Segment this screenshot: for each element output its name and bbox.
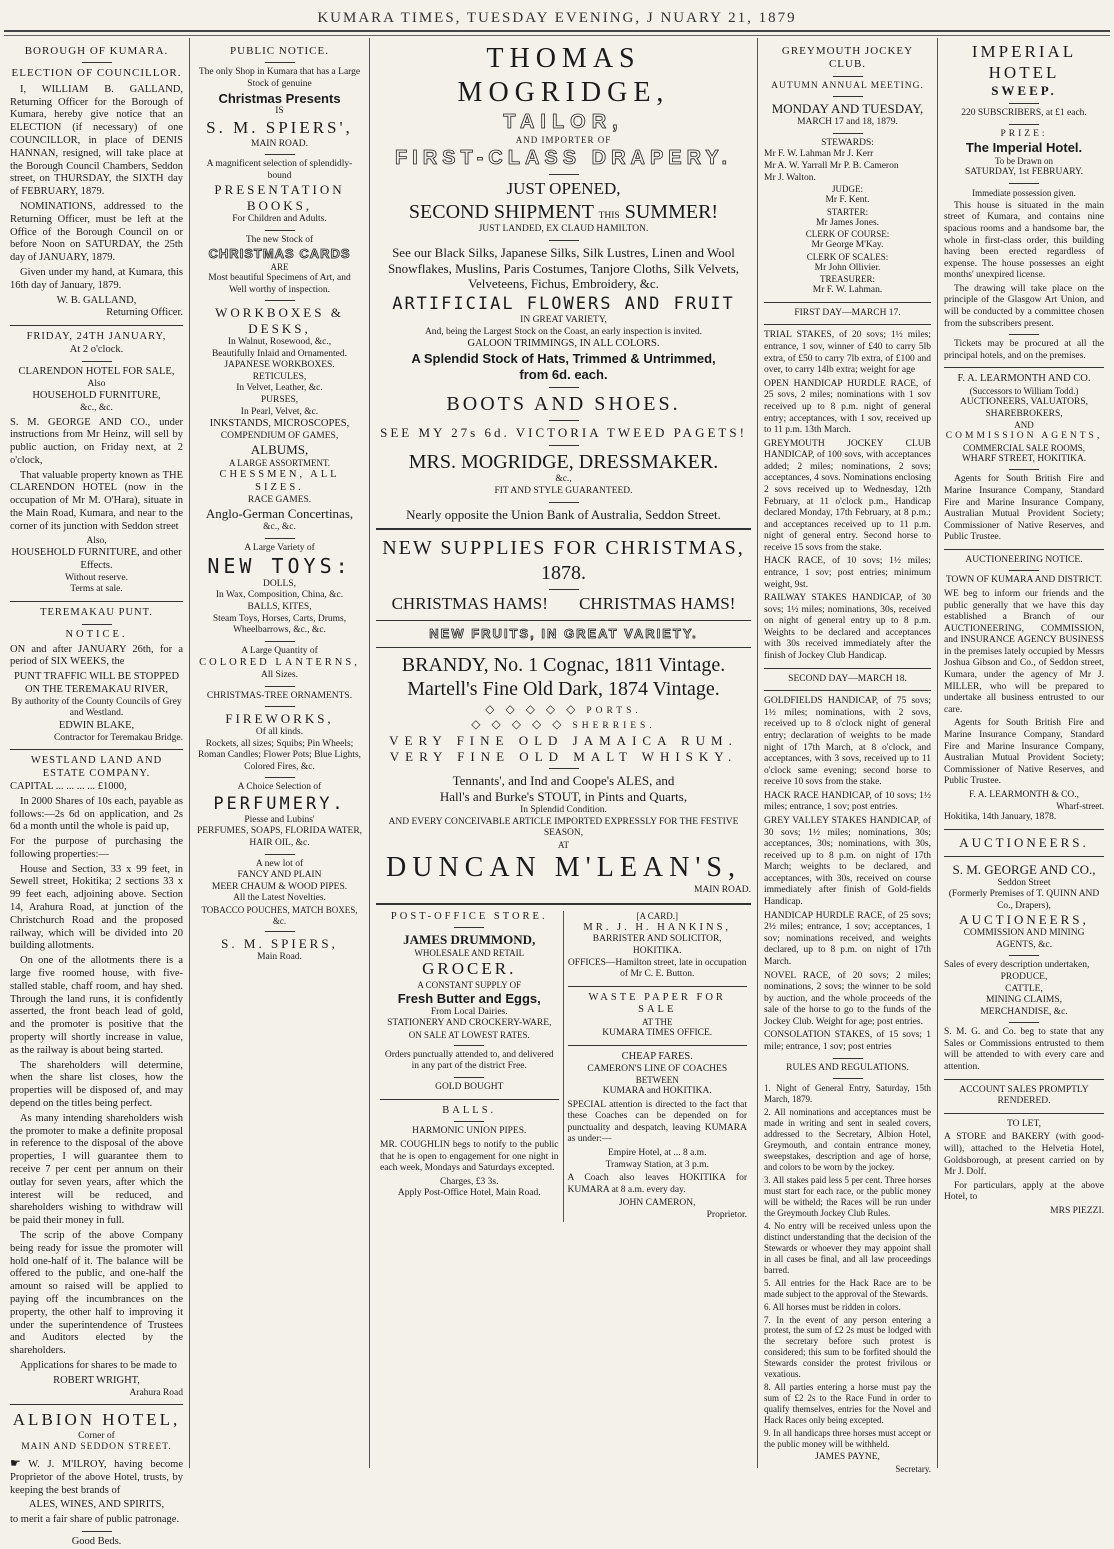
- only-shop: The only Shop in Kumara that has a Large Stock of genuine: [198, 67, 361, 89]
- at-the: AT THE: [642, 1017, 673, 1028]
- stewards-label: STEWARDS:: [821, 137, 874, 148]
- walnut: In Walnut, Rosewood, &c.,: [227, 337, 332, 348]
- second-day: SECOND DAY—MARCH 18.: [788, 673, 907, 684]
- election-heading: ELECTION OF COUNCILLOR.: [11, 67, 182, 80]
- barrister: BARRISTER AND SOLICITOR,: [592, 934, 722, 945]
- capital-purpose: For the purpose of purchasing the following properties:—: [10, 836, 183, 860]
- race-games: RACE GAMES.: [247, 494, 312, 505]
- race-consolation: CONSOLATION STAKES, of 15 sovs; 1 mile; entrance, 1 sov; post entries: [764, 1030, 931, 1052]
- capital-properties: House and Section, 33 x 99 feet, in Sewell street, Hokitika; 2 sections 33 x 99 feet each, adjoining above. Section 14, Arahura Road, at junction of the Christchurch Road and the proposed railway, which will be divided into 20 building allotments.: [10, 863, 183, 952]
- punt-heading: TEREMAKAU PUNT.: [40, 607, 153, 618]
- drawing-body: The drawing will take place on the principle of the Glasgow Art Union, and will be conducted by a committee chosen from the subscribers present.: [944, 283, 1104, 329]
- hams-left: CHRISTMAS HAMS!: [391, 594, 548, 614]
- payne-name: JAMES PAYNE,: [815, 1452, 880, 1463]
- draw-saturday: SATURDAY, 1st FEBRUARY.: [964, 167, 1084, 178]
- cheap-fares: CHEAP FARES.: [621, 1050, 693, 1062]
- steward-names: Mr F. W. Lahman Mr J. Kerr Mr A. W. Yarrall Mr P. B. Cameron Mr J. Walton.: [764, 149, 899, 183]
- between: BETWEEN: [635, 1075, 679, 1086]
- rule-8: 8. All parties entering a horse must pay the sum of £2 2s to the Race Fund in order to qualify themselves, entries for the Novel and Hack Races only being excepted.: [764, 1382, 931, 1426]
- formerly-premises: (Formerly Premises of T. QUINN AND Co., Drapers),: [948, 889, 1100, 911]
- hotel-sale: CLARENDON HOTEL FOR SALE,: [18, 365, 175, 377]
- albion-beds: Good Beds.: [71, 1536, 122, 1548]
- store-bakery: A STORE and BAKERY (with good-will), attached to the Helvetia Hotel, Goldsborough, at present carried on by Mr J. Dolf.: [944, 1132, 1104, 1178]
- produce: PRODUCE,: [1000, 972, 1048, 983]
- agents-body: Agents for South British Fire and Marine Insurance Company, Standard Fire and Marine Insurance Company, Australian Mutual Provident Society; Commissioner of Native Reserves, and Public Trustee.: [944, 474, 1104, 543]
- empire-hotel: Empire Hotel, at ... 8 a.m.: [608, 1148, 707, 1159]
- george-property: That valuable property known as THE CLARENDON HOTEL (now in the occupation of Mr M. O'Hara), situate in the Main Road, Kumara, and near to the corner of its junction with Seddon street: [10, 469, 183, 532]
- rule-1: 1. Night of General Entry, Saturday, 15th March, 1879.: [764, 1083, 931, 1105]
- punt-title: Contractor for Teremakau Bridge.: [54, 732, 183, 743]
- purses: PURSES,: [260, 394, 299, 405]
- albion-corner: Corner of: [78, 1430, 115, 1441]
- dressmaker: MRS. MOGRIDGE, DRESSMAKER.: [408, 451, 719, 473]
- sherries: SHERRIES.: [572, 721, 656, 732]
- auctioneering-notice: AUCTIONEERING NOTICE.: [965, 554, 1083, 565]
- capital-paragraph-2: On one of the allotments there is a large five roomed house, with five-stalled stable, chaff room, and hay shed. Through the land runs, it is confidently asserted, the front beach lead of gold, and the promoter is positive that the property will shortly increase in value, as the railway is about being started.: [10, 955, 183, 1056]
- new-fruits: NEW FRUITS, IN GREAT VARIETY.: [429, 625, 698, 641]
- capital-paragraph-4: As many intending shareholders wish the promoter to make a definite proposal in reference to the disposal of the above properties, I will guarantee them to receive 7 per cent per annum on their outlay for seven years, after which the interest will be reduced, and shareholders wishing to withdraw will be paid their money in full.: [10, 1112, 183, 1227]
- agents-body-2: Agents for South British Fire and Marine Insurance Company, Standard Fire and Marine Insurance Company, Australian Mutual Provident Society; Commissioner of Native Reserves, and Public Trustee.: [944, 718, 1104, 787]
- sale-date: FRIDAY, 24TH JANUARY,: [26, 331, 167, 343]
- drawn-on: To be Drawn on: [994, 156, 1054, 167]
- lowest-rates: ON SALE AT LOWEST RATES.: [408, 1029, 530, 1040]
- nearly-opposite: Nearly opposite the Union Bank of Australia, Seddon Street.: [406, 506, 721, 522]
- compendium: COMPENDIUM OF GAMES,: [220, 430, 339, 441]
- learmonth-signature: F. A. LEARMONTH & CO.,: [968, 789, 1080, 800]
- harmonic-pipes: HARMONIC UNION PIPES.: [412, 1126, 527, 1137]
- tailor-heading: TAILOR,: [503, 111, 624, 134]
- malt-whisky: VERY FINE OLD MALT WHISKY.: [389, 748, 738, 764]
- local-dairies: From Local Dairies.: [430, 1006, 508, 1017]
- cattle: CATTLE,: [1005, 983, 1043, 994]
- rule-6: 6. All horses must be ridden in colors.: [764, 1301, 901, 1312]
- prize-name: The Imperial Hotel.: [965, 140, 1083, 156]
- workboxes: WORKBOXES & DESKS,: [215, 305, 344, 337]
- prize-label: PRIZE:: [1000, 128, 1048, 139]
- race-novel: NOVEL RACE, of 20 sovs; 2 miles; nominations, 2 sovs; the winner to be sold by auction, and the whole proceeds of the sale of the horse to go to the funds of the Jockey Club. Weight for age; post entries.: [764, 970, 931, 1027]
- large-variety: A Large Variety of: [244, 542, 315, 553]
- punt-name: EDWIN BLAKE,: [58, 719, 135, 731]
- second-shipment: SECOND SHIPMENT: [408, 200, 594, 223]
- race-hack: HACK RACE, of 10 sovs; 1½ miles; entrance, 1 sov; post entries; minimum weight, 9st.: [764, 556, 931, 590]
- borough-heading: BOROUGH OF KUMARA.: [24, 45, 169, 57]
- duncan-main-road: MAIN ROAD.: [694, 885, 751, 896]
- column-2: [190, 38, 370, 1468]
- galoon-trimmings: GALOON TRIMMINGS, IN ALL COLORS.: [467, 338, 660, 350]
- judge-name: Mr F. Kent.: [825, 195, 870, 206]
- new-stock: The new Stock of: [245, 234, 314, 245]
- mogridge-heading: THOMAS MOGRIDGE,: [457, 43, 670, 109]
- hotel-also: Also: [87, 378, 106, 389]
- dolls: DOLLS,: [263, 578, 296, 589]
- punt-authority: By authority of the County Councils of Grey and Westland.: [11, 696, 182, 719]
- rule-7: 7. In the event of any person entering a protest, the sum of £2 2s must be lodged with the secretary before such protest is considered; this sum to be forfited should the Stewards consider the protest frivilous or vexatious.: [764, 1314, 931, 1380]
- fit-style: FIT AND STYLE GUARANTEED.: [494, 485, 633, 496]
- capital-apply: Applications for shares to be made to: [20, 1359, 177, 1371]
- balls-heading: BALLS.: [442, 1104, 497, 1116]
- particulars: For particulars, apply at the above Hotel, to: [944, 1180, 1104, 1203]
- beautiful-specimens: Most beautiful Specimens of Art, and: [208, 273, 351, 284]
- hats-stock: A Splendid Stock of Hats, Trimmed & Untrimmed,: [411, 351, 716, 367]
- perfumes: PERFUMES, SOAPS, FLORIDA WATER, HAIR OIL, &c.: [196, 826, 363, 848]
- drummond-name: JAMES DRUMMOND,: [403, 932, 536, 948]
- hokitika: HOKITIKA.: [632, 945, 682, 956]
- rockets: Rockets, all sizes; Squibs; Pin Wheels; Roman Candles; Flower Pots; Blue Lights, Colored Fires, &c.: [197, 738, 362, 772]
- autumn-meeting: AUTUMN ANNUAL MEETING.: [771, 80, 924, 91]
- christmas-presents: Christmas Presents: [218, 90, 341, 106]
- for-children: For Children and Adults.: [232, 214, 327, 225]
- balls-kites: BALLS, KITES,: [247, 602, 312, 613]
- masthead-rule: [4, 30, 1110, 36]
- house-body: This house is situated in the main street of Kumara, and contains nine spacious rooms and a handsome bar, the whole in first-class order, this building having been erected regardless of expense. The house possesses an eight months' unexpired license.: [944, 200, 1104, 281]
- race-hack-2: HACK RACE HANDICAP, of 10 sovs; 1½ miles; entrance, 1 sov; post entries.: [764, 790, 931, 813]
- are-label: ARE: [270, 262, 289, 273]
- magnificent: A magnificent selection of splendidly-bound: [206, 159, 353, 181]
- presentation-books: PRESENTATION BOOKS,: [214, 182, 345, 214]
- perfumery: PERFUMERY.: [213, 794, 346, 815]
- auctioneers-2: AUCTIONEERS,: [959, 912, 1089, 928]
- sharebrokers: SHAREBROKERS,: [985, 408, 1063, 419]
- sales-undertaken: Sales of every description undertaken,: [944, 960, 1090, 971]
- race-greymouth-handicap: GREYMOUTH JOCKEY CLUB HANDICAP, of 100 sovs, with acceptances added; 2 miles; nominations, 2 sovs; acceptances, 4 sovs. Nominations enclosing 2 sovs received up to Wednesday, 12th February, at 11 o'clock p.m., Handicap declared Monday, 17th February, at 8 p.m.; and acceptances received up to 11 p.m. night of general entry. Second horse to receive 15 sovs from the stake.: [764, 438, 931, 553]
- george-auction-body: S. M. GEORGE AND CO., under instructions from Mr Heinz, will sell by public auction, on Friday next, at 2 o'clock,: [10, 416, 183, 466]
- seddon-street: Seddon Street: [997, 877, 1051, 888]
- sweep-heading: SWEEP.: [991, 83, 1057, 99]
- victoria-tweed: SEE MY 27s 6d. VICTORIA TWEED PAGETS!: [380, 425, 747, 441]
- column-5: [938, 38, 1110, 1468]
- albums: ALBUMS,: [250, 442, 309, 458]
- tickets-body: Tickets may be procured at all the principal hotels, and on the premises.: [944, 339, 1104, 361]
- wharf-st: Wharf-street.: [1056, 801, 1104, 812]
- just-landed: JUST LANDED, EX CLAUD HAMILTON.: [478, 224, 649, 235]
- learmonth-successors: (Successors to William Todd.): [969, 386, 1079, 397]
- albion-street: MAIN AND SEDDON STREET.: [21, 1442, 172, 1453]
- clerk-course-name: Mr George M'Kay.: [811, 240, 884, 251]
- public-notice-heading: PUBLIC NOTICE.: [230, 45, 329, 57]
- punt-notice-heading: NOTICE.: [65, 628, 128, 640]
- clerk-scales-name: Mr John Ollivier.: [814, 262, 881, 273]
- tennants-ales: Tennants', and Ind and Coope's ALES, and: [452, 773, 675, 789]
- new-toys: NEW TOYS:: [207, 554, 352, 579]
- silks-list: See our Black Silks, Japanese Silks, Silk Lustres, Linen and Wool Snowflakes, Muslins, Paris Costumes, Tanjore Cloths, Silk Velvets, Velveteens, Fichus, Embroidery, &c.: [387, 244, 740, 292]
- card-label: [A CARD.]: [636, 910, 678, 921]
- piesse: Piesse and Lubins': [244, 814, 315, 825]
- george-also: Also,: [86, 535, 107, 546]
- to-let: TO LET,: [1007, 1118, 1041, 1129]
- treasurer-name: Mr F. W. Lahman.: [812, 285, 883, 296]
- household-etc: &c., &c.: [80, 402, 113, 413]
- george-co: S. M. GEORGE AND CO.,: [952, 861, 1096, 877]
- we-beg-body: WE beg to inform our friends and the public generally that we have this day established a Branch of our AUCTIONEERING, COMMISSION, and INSURANCE AGENCY BUSINESS in the premises lately occupied by Messrs Joshua Gibson and Co., of Seddon street, Kumara, under the agency of Mr J. MILLER, who will be prepared to undertake all business entrusted to our care.: [944, 589, 1104, 715]
- grocer: GROCER.: [422, 959, 517, 979]
- imperial-heading: IMPERIAL HOTEL: [971, 42, 1077, 82]
- from-6d: from 6d. each.: [519, 366, 608, 382]
- waste-paper: WASTE PAPER FOR SALE: [588, 991, 726, 1016]
- town-of-kumara: TOWN OF KUMARA AND DISTRICT.: [945, 575, 1103, 586]
- reticules: RETICULES,: [252, 371, 307, 382]
- household-furniture: HOUSEHOLD FURNITURE,: [32, 390, 161, 402]
- largest-stock: And, being the Largest Stock on the Coast, an early inspection is invited.: [424, 326, 703, 337]
- splendid-condition: In Splendid Condition.: [520, 805, 607, 816]
- halls-stout: Hall's and Burke's STOUT, in Pints and Quarts,: [439, 789, 688, 805]
- col3-subcolumns: [376, 911, 751, 1222]
- large-quantity: A Large Quantity of: [241, 645, 318, 656]
- without-reserve: Without reserve.: [65, 572, 128, 583]
- special-attention: SPECIAL attention is directed to the fact that these Coaches can be depended on for punctuality and despatch, leaving KUMARA as under:—: [567, 1099, 747, 1145]
- fireworks: FIREWORKS,: [225, 711, 334, 727]
- po-store-ad: [376, 911, 564, 1222]
- inkstands: INKSTANDS, MICROSCOPES,: [209, 418, 350, 430]
- and-label: AND: [1014, 420, 1034, 431]
- drapery-heading: FIRST-CLASS DRAPERY.: [394, 146, 733, 169]
- inlaid: Beautifully Inlaid and Ornamented.: [211, 348, 348, 359]
- rule-4: 4. No entry will be received unless upon the distinct understanding that the decision of the Stewards or whoever they may appoint shall in all cases be final, and all law proceedings barred.: [764, 1220, 931, 1275]
- gold-bought: GOLD BOUGHT: [435, 1082, 504, 1093]
- masthead: KUMARA TIMES, TUESDAY EVENING, J NUARY 21, 1879: [317, 10, 797, 26]
- albion-merit: to merit a fair share of public patronage.: [10, 1514, 180, 1526]
- summer-label: SUMMER!: [624, 200, 719, 223]
- treasurer-label: TREASURER:: [819, 274, 875, 285]
- rule-5: 5. All entries for the Hack Race are to be made subject to the approval of the Stewards.: [764, 1277, 931, 1299]
- just-opened: JUST OPENED,: [506, 179, 621, 199]
- supplies-year: 1878.: [541, 561, 586, 584]
- latest-novelties: All the Latest Novelties.: [233, 893, 326, 904]
- times-office: KUMARA TIMES OFFICE.: [602, 1028, 713, 1039]
- coughlin-body: MR. COUGHLIN begs to notify to the public that he is open to engagement for one night in each week, Mondays and Saturdays excepted.: [380, 1140, 559, 1174]
- reticules-velvet: In Velvet, Leather, &c.: [236, 383, 323, 394]
- concertinas-etc: &c., &c.: [263, 522, 296, 533]
- camerons-line: CAMERON'S LINE OF COACHES: [587, 1063, 728, 1074]
- rule-2: 2. All nominations and acceptances must be made in writing and sent in sealed covers, addressed to the Secretary, Albion Hotel, Greymouth, and contain entrance money, sweepstakes, description and age of horse, and colors to be worn by the jockey.: [764, 1107, 931, 1172]
- new-supplies: NEW SUPPLIES FOR CHRISTMAS,: [382, 537, 745, 560]
- capital-paragraph-3: The shareholders will determine, when the share list closes, how the properties will be disposed of, and may depend on the titles being perfect.: [10, 1059, 183, 1110]
- clerk-scales-label: CLERK OF SCALES:: [806, 251, 889, 262]
- great-variety: IN GREAT VARIETY,: [520, 315, 607, 326]
- christmas-cards: CHRISTMAS CARDS: [208, 246, 351, 262]
- chessmen: CHESSMEN, ALL SIZES.: [219, 469, 340, 494]
- capital-name: ROBERT WRIGHT,: [53, 1374, 140, 1386]
- race-goldfields: GOLDFIELDS HANDICAP, of 75 sovs; 1½ miles; nominations, with 2 sovs, received up to 8 o'clock night of general entry; declaration of weights to be made night of 17th March, at 8 o'clock, and acceptances, with 3 sovs, received up to 11 o'clock same evening; second horse to receive 10 sovs from the stake.: [764, 696, 931, 788]
- cameron-name: JOHN CAMERON,: [618, 1198, 696, 1209]
- hokitika-date: Hokitika, 14th January, 1878.: [944, 812, 1057, 823]
- judge-label: JUDGE:: [832, 184, 863, 195]
- hams-right: CHRISTMAS HAMS!: [579, 594, 736, 614]
- artificial-flowers: ARTIFICIAL FLOWERS AND FRUIT: [392, 294, 735, 315]
- constant-supply: A CONSTANT SUPPLY OF: [417, 979, 522, 990]
- mrs-piezzi: MRS PIEZZI.: [1050, 1205, 1104, 1216]
- jockey-club-heading: GREYMOUTH JOCKEY CLUB.: [781, 45, 914, 71]
- commercial-rooms: COMMERCIAL SALE ROOMS,: [963, 442, 1085, 453]
- wholesale: WHOLESALE AND RETAIL: [414, 948, 525, 959]
- worthy-inspection: Well worthy of inspection.: [228, 284, 331, 295]
- columns: [4, 38, 1110, 1548]
- nominations-body: NOMINATIONS, addressed to the Returning Officer, must be left at the Office of the Borough Council on or before Noon on SATURDAY, the 25th day of JANUARY, 1879.: [10, 200, 183, 264]
- coach-hokitika: A Coach also leaves HOKITIKA for KUMARA at 8 a.m. every day.: [567, 1173, 747, 1195]
- jamaica-rum: VERY FINE OLD JAMAICA RUM.: [389, 732, 738, 748]
- tobacco-pouches: TOBACCO POUCHES, MATCH BOXES, &c.: [201, 904, 358, 926]
- diamond-ornament-icon: ◇ ◇ ◇ ◇ ◇: [471, 717, 566, 732]
- race-open-hurdle: OPEN HANDICAP HURDLE RACE, of 25 sovs, 2 miles; nominations with 1 sov received up to 8 p.m. night of general entry; acceptances, with 1 sov, received up to 11 p.m. 13th March.: [764, 378, 931, 436]
- meerschaum-pipes: MEER CHAUM & WOOD PIPES.: [211, 881, 348, 892]
- column-3: [370, 38, 758, 1468]
- importer-label: AND IMPORTER OF: [515, 134, 612, 145]
- tree-ornaments: CHRISTMAS-TREE ORNAMENTS.: [206, 690, 353, 701]
- sale-time: At 2 o'clock.: [69, 343, 124, 355]
- punt-body: ON and after JANUARY 26th, for a period of SIX WEEKS, the: [10, 643, 183, 668]
- race-hurdle-2: HANDICAP HURDLE RACE, of 25 sovs; 2½ miles; entrance, 1 sov; acceptances, 1 sov; nominations received, and weights declared, up to 8 p.m. on night of 17th March.: [764, 910, 931, 967]
- merchandise: MERCHANDISE, &c.: [980, 1006, 1068, 1017]
- capital-body: In 2000 Shares of 10s each, payable as follows:—2s 6d on application, and 2s 6d a month until the whole is paid up,: [10, 795, 183, 833]
- spiers-name: S. M. SPIERS',: [206, 118, 353, 137]
- commission-agents: COMMISSION AGENTS,: [945, 431, 1103, 442]
- terms: Terms at sale.: [70, 584, 123, 595]
- possession: Immediate possession given.: [972, 187, 1076, 198]
- albion-ales: ALES, WINES, AND SPIRITS,: [28, 1499, 165, 1511]
- colored-lanterns: COLORED LANTERNS,: [199, 657, 360, 669]
- learmonth-heading: F. A. LEARMONTH AND CO.: [957, 373, 1091, 385]
- apply-hotel: Apply Post-Office Hotel, Main Road.: [397, 1188, 541, 1199]
- offices: OFFICES—Hamilton street, late in occupation of Mr C. E. Button.: [567, 957, 747, 980]
- auctioneers-valuators: AUCTIONEERS, VALUATORS,: [959, 397, 1088, 408]
- concertinas: Anglo-German Concertinas,: [205, 506, 354, 522]
- election-body: I, WILLIAM B. GALLAND, Returning Officer for the Borough of Kumara, hereby give notice that an ELECTION (if necessary) of one COUNCILLOR, in place of DENIS HANNAN, resigned, will take place at the Borough Council Chambers, Seddon street, on THURSDAY, the SIXTH day of FEBRUARY, 1879.: [10, 83, 183, 198]
- pointing-hand-icon: ☛: [10, 1456, 21, 1471]
- boots-shoes: BOOTS AND SHOES.: [446, 392, 681, 415]
- kumara-hokitika: KUMARA and HOKITIKA.: [602, 1086, 712, 1097]
- dressmaker-etc: &c.,: [555, 474, 572, 485]
- starter-label: STARTER:: [826, 206, 869, 217]
- ports: PORTS.: [586, 705, 642, 716]
- given-body: Given under my hand, at Kumara, this 16th day of January, 1879.: [10, 266, 183, 291]
- new-lot: A new lot of: [255, 858, 304, 869]
- signed-title: Returning Officer.: [106, 307, 183, 319]
- orders-note: Orders punctually attended to, and delivered in any part of the district Free.: [384, 1049, 554, 1072]
- stationery: STATIONERY AND CROCKERY-WARE,: [387, 1018, 552, 1029]
- subscribers: 220 SUBSCRIBERS, at £1 each.: [961, 108, 1087, 119]
- rules-heading: RULES AND REGULATIONS.: [786, 1062, 909, 1073]
- payne-secretary: Secretary.: [895, 1463, 931, 1474]
- punt-river: ON THE TEREMAKAU RIVER,: [24, 683, 169, 695]
- every-article: AND EVERY CONCEIVABLE ARTICLE IMPORTED EXPRESSLY FOR THE FESTIVE SEASON,: [388, 816, 739, 839]
- main-road-2: Main Road.: [257, 951, 302, 962]
- capital-label: CAPITAL ... ... ... ... £1000,: [10, 780, 127, 792]
- punt-traffic: PUNT TRAFFIC WILL BE STOPPED: [13, 671, 180, 683]
- hankins-ad: [564, 911, 752, 1222]
- rule-9: 9. In all handicaps three horses must accept or the public money will be withheld.: [764, 1428, 931, 1450]
- race-trial-stakes: TRIAL STAKES, of 20 sovs; 1½ miles; entrance, 1 sov, winner of £40 to carry 5lb extra, of £50 to carry 7lb extra, of £100 and over, to carry 14lb extra; weight for age: [764, 330, 931, 376]
- duncan-mclean: DUNCAN M'LEAN'S,: [386, 851, 741, 883]
- clerk-course-label: CLERK OF COURSE:: [805, 229, 890, 240]
- capital-road: Arahura Road: [129, 1387, 183, 1398]
- diamond-ornament-icon: ◇ ◇ ◇ ◇ ◇: [485, 701, 580, 716]
- hankins-name: MR. J. H. HANKINS,: [583, 921, 732, 933]
- spiers-signature: S. M. SPIERS,: [221, 935, 338, 951]
- first-day: FIRST DAY—MARCH 17.: [794, 307, 901, 318]
- meeting-march: MARCH 17 and 18, 1879.: [797, 117, 898, 128]
- signed-name: W. B. GALLAND,: [56, 294, 137, 306]
- choice-selection: A Choice Selection of: [237, 782, 322, 793]
- butter-eggs: Fresh Butter and Eggs,: [397, 990, 541, 1006]
- race-railway: RAILWAY STAKES HANDICAP, of 30 sovs; 1½ miles; nominations, 30s, received on night of general entry up to 8 p.m. Weights to be declared and acceptances with 30s received immediately after the finish of Jockey Club Handicap.: [764, 593, 931, 662]
- starter-name: Mr James Jones.: [815, 217, 880, 228]
- commission-mining: COMMISSION AND MINING AGENTS, &c.: [963, 928, 1085, 950]
- column-4: [758, 38, 938, 1474]
- cameron-proprietor: Proprietor.: [706, 1209, 747, 1220]
- account-sales: ACCOUNT SALES PROMPTLY RENDERED.: [959, 1084, 1089, 1107]
- george-furniture: HOUSEHOLD FURNITURE, and other Effects.: [11, 547, 182, 572]
- this-label: THIS: [598, 210, 620, 221]
- column-1: [4, 38, 190, 1548]
- of-all-kinds: Of all kinds.: [255, 727, 304, 738]
- capital-paragraph-5: The scrip of the above Company being ready for issue the promoter will hold one-half of it. The balance will be offered to the public, and one-half the amount so raised will be applied to paying off the incumbrances on the property, the other half to improving it under the superintendence of Trustees and Auditors elected by the shareholders.: [10, 1230, 183, 1357]
- is-label: IS: [275, 106, 284, 117]
- race-grey-valley: GREY VALLEY STAKES HANDICAP, of 30 sovs; 1½ miles; nominations, 30s; acceptances, 30s; nominations, with 30s, received up to 8 p.m. on night of 17th March; weights to be declared, and acceptances, with 30s, received on course immediately after finish of Gold-fields Handicap.: [764, 816, 931, 908]
- rule-3: 3. All stakes paid less 5 per cent. Three horses must start for each race, or the public money will be witheld; the Races will be run under the Greymouth Jockey Club Rules.: [764, 1174, 931, 1218]
- martell: Martell's Fine Old Dark, 1874 Vintage.: [407, 678, 720, 701]
- brandy: BRANDY, No. 1 Cognac, 1811 Vintage.: [401, 653, 726, 676]
- beg-to-state: S. M. G. and Co. beg to state that any Sales or Commissions entrusted to them will be attended to with every care and attention.: [944, 1027, 1104, 1073]
- steam-toys: Steam Toys, Horses, Carts, Drums, Wheelbarrows, &c., &c.: [212, 613, 347, 636]
- main-road: MAIN ROAD.: [251, 138, 308, 149]
- assortment: A LARGE ASSORTMENT.: [228, 458, 331, 469]
- wharf-street: WHARF STREET, HOKITIKA.: [961, 453, 1087, 464]
- wax: In Wax, Composition, China, &c.: [215, 590, 344, 601]
- po-store-heading: POST-OFFICE STORE.: [390, 910, 548, 922]
- auctioneers-heading: AUCTIONEERS.: [959, 834, 1089, 850]
- at-label: AT: [558, 839, 569, 850]
- westland-heading: WESTLAND LAND AND ESTATE COMPANY.: [30, 755, 163, 780]
- mining-claims: MINING CLAIMS,: [986, 995, 1062, 1006]
- all-sizes: All Sizes.: [261, 670, 298, 681]
- japanese-workboxes: JAPANESE WORKBOXES.: [224, 360, 335, 371]
- tramway-station: Tramway Station, at 3 p.m.: [605, 1159, 709, 1170]
- albion-body: W. J. M'ILROY, having become Proprietor of the above Hotel, trusts, by keeping the best brands of: [10, 1459, 184, 1496]
- charges: Charges, £3 3s.: [440, 1176, 499, 1187]
- purses-pearl: In Pearl, Velvet, &c.: [240, 406, 319, 417]
- fancy-plain: FANCY AND PLAIN: [237, 870, 322, 881]
- albion-heading: ALBION HOTEL,: [12, 1410, 181, 1430]
- meeting-days: MONDAY AND TUESDAY,: [771, 101, 924, 117]
